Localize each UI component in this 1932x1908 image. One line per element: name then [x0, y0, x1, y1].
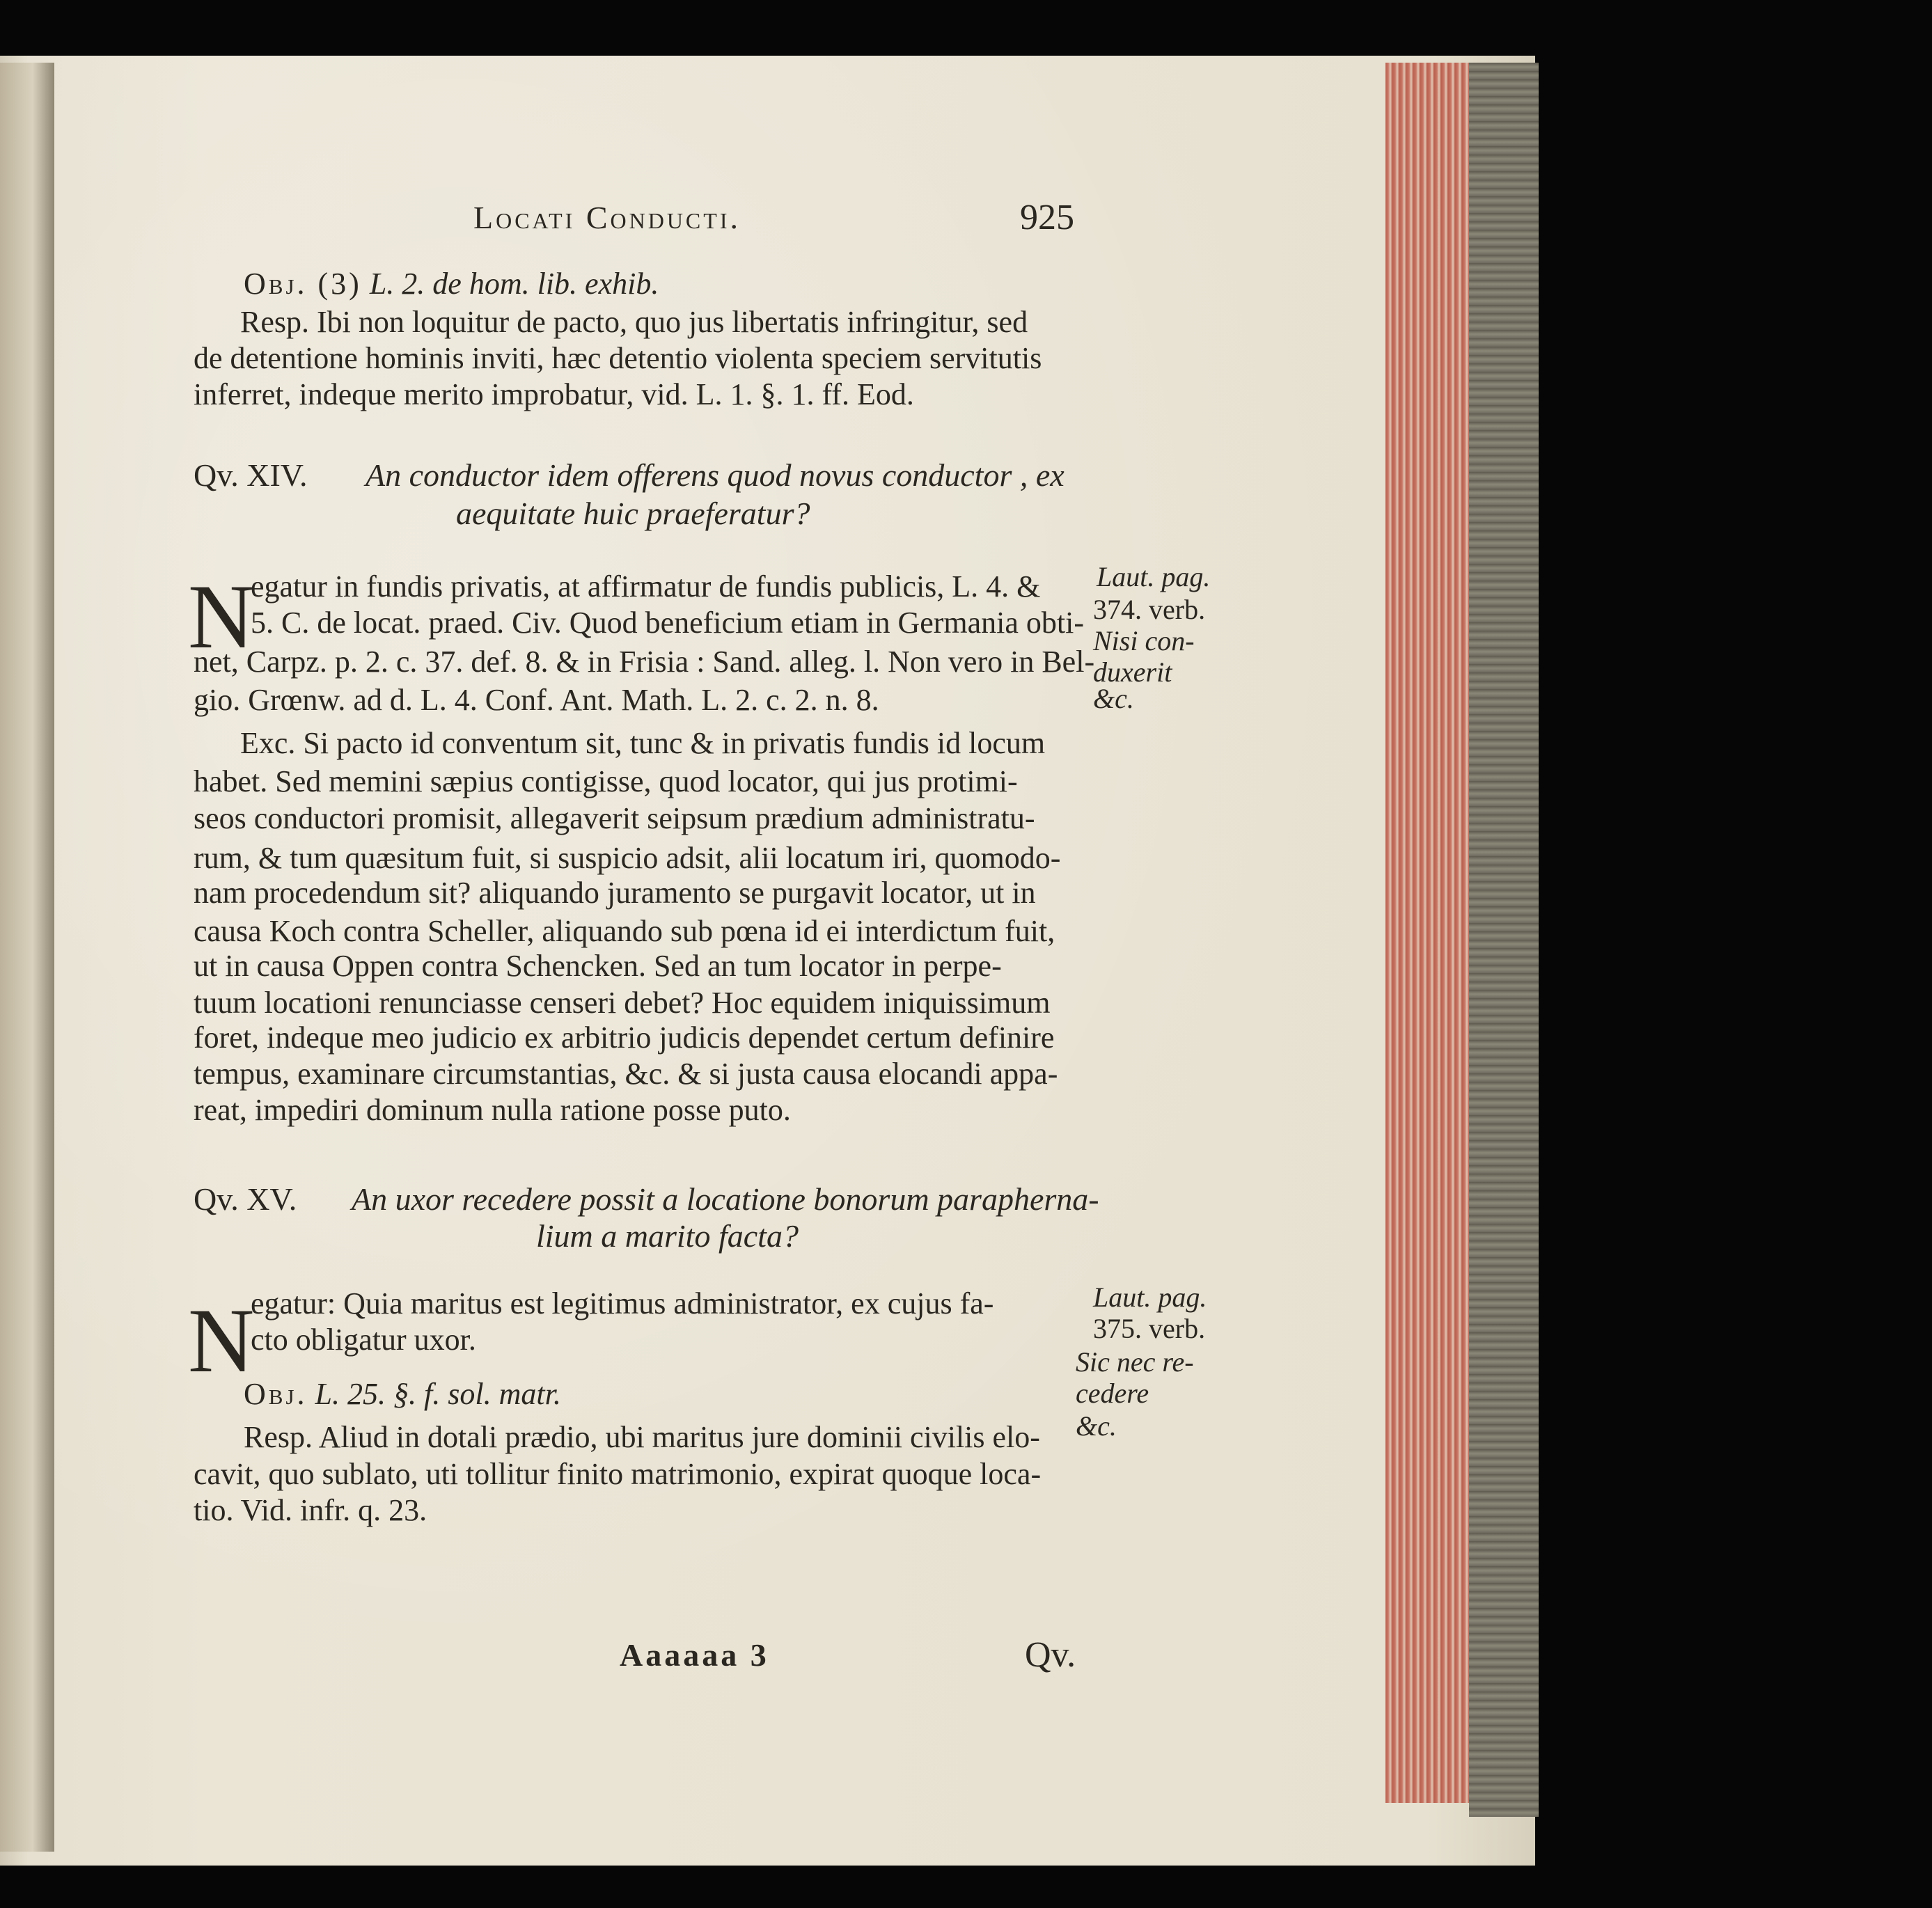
exception-line: Exc. Si pacto id conventum sit, tunc & in privatis fundis id locum [240, 726, 1046, 760]
response-line: tio. Vid. infr. q. 23. [194, 1493, 427, 1527]
margin-note: 375. verb. [1093, 1313, 1206, 1344]
question-15-label: Qv. XV. [194, 1181, 297, 1217]
exception-line: nam procedendum sit? aliquando juramento se purgavit locator, ut in [194, 876, 1036, 910]
objection-3 [244, 265, 659, 303]
response-line: de detentione hominis inviti, hæc detentio violenta speciem servitutis [194, 341, 1042, 375]
running-header: Locati Conducti. [473, 200, 741, 235]
exception-line: seos conductori promisit, allegaverit seipsum prædium administratu- [194, 801, 1035, 835]
objection-label: Obj. [244, 1377, 308, 1411]
question-14-label: Qv. XIV. [194, 457, 308, 493]
exception-line: rum, & tum quæsitum fuit, si suspicio adsit, alii locatum iri, quomodo- [194, 841, 1061, 875]
exception-line: causa Koch contra Scheller, aliquando sub pœna id ei interdictum fuit, [194, 914, 1055, 948]
answer-line: 5. C. de locat. praed. Civ. Quod beneficium etiam in Germania obti- [251, 606, 1085, 640]
margin-note: 374. verb. [1093, 594, 1206, 625]
margin-note: &c. [1093, 683, 1134, 714]
margin-note: Sic nec re- [1076, 1346, 1194, 1378]
question-15-text: lium a marito facta? [536, 1218, 799, 1254]
exception-line: reat, impediri dominum nulla ratione posse puto. [194, 1093, 791, 1127]
objection-label: Obj. (3) [244, 267, 362, 301]
objection-citation: L. 25. §. f. sol. matr. [315, 1377, 561, 1411]
exception-line: habet. Sed memini sæpius contigisse, quod locator, qui jus protimi- [194, 764, 1018, 798]
question-15-text: An uxor recedere possit a locatione bonorum parapherna- [352, 1181, 1099, 1217]
objection-citation: L. 2. de hom. lib. exhib. [369, 267, 659, 301]
signature-mark: Aaaaaa 3 [620, 1637, 769, 1673]
exception-line: foret, indeque meo judicio ex arbitrio judicis dependet certum definire [194, 1020, 1055, 1055]
exception-line: tempus, examinare circumstantias, &c. & si justa causa elocandi appa- [194, 1057, 1058, 1091]
margin-note: Nisi con- [1093, 625, 1195, 656]
response-line: Resp. Aliud in dotali prædio, ubi maritus jure dominii civilis elo- [244, 1420, 1040, 1454]
question-14-text: An conductor idem offerens quod novus conductor , ex [366, 457, 1065, 493]
response-line: Resp. Ibi non loquitur de pacto, quo jus libertatis infringitur, sed [240, 305, 1028, 339]
exception-line: ut in causa Oppen contra Schencken. Sed an tum locator in perpe- [194, 949, 1002, 983]
margin-note: &c. [1076, 1410, 1117, 1442]
answer-line: egatur in fundis privatis, at affirmatur de fundis publicis, L. 4. & [251, 569, 1041, 604]
margin-note: Laut. pag. [1097, 561, 1211, 592]
margin-note: duxerit [1093, 656, 1172, 688]
question-14-text: aequitate huic praeferatur? [456, 496, 810, 531]
response-line: cavit, quo sublato, uti tollitur finito matrimonio, expirat quoque loca- [194, 1457, 1042, 1491]
drop-cap: N [188, 565, 255, 668]
exception-line: tuum locationi renunciasse censeri debet? Hoc equidem iniquissimum [194, 986, 1051, 1020]
answer-line: net, Carpz. p. 2. c. 37. def. 8. & in Frisia : Sand. alleg. l. Non vero in Bel- [194, 645, 1095, 679]
margin-note: Laut. pag. [1093, 1282, 1207, 1313]
catchword: Qv. [1025, 1635, 1076, 1675]
response-line: inferret, indeque merito improbatur, vid. L. 1. §. 1. ff. Eod. [194, 377, 914, 411]
answer-line: gio. Grœnw. ad d. L. 4. Conf. Ant. Math. L. 2. c. 2. n. 8. [194, 683, 879, 717]
answer-line: egatur: Quia maritus est legitimus administrator, ex cujus fa- [251, 1286, 994, 1320]
objection [244, 1375, 561, 1414]
page-number: 925 [1020, 198, 1074, 237]
margin-note: cedere [1076, 1378, 1149, 1409]
drop-cap: N [188, 1289, 255, 1391]
answer-line: cto obligatur uxor. [251, 1323, 476, 1357]
